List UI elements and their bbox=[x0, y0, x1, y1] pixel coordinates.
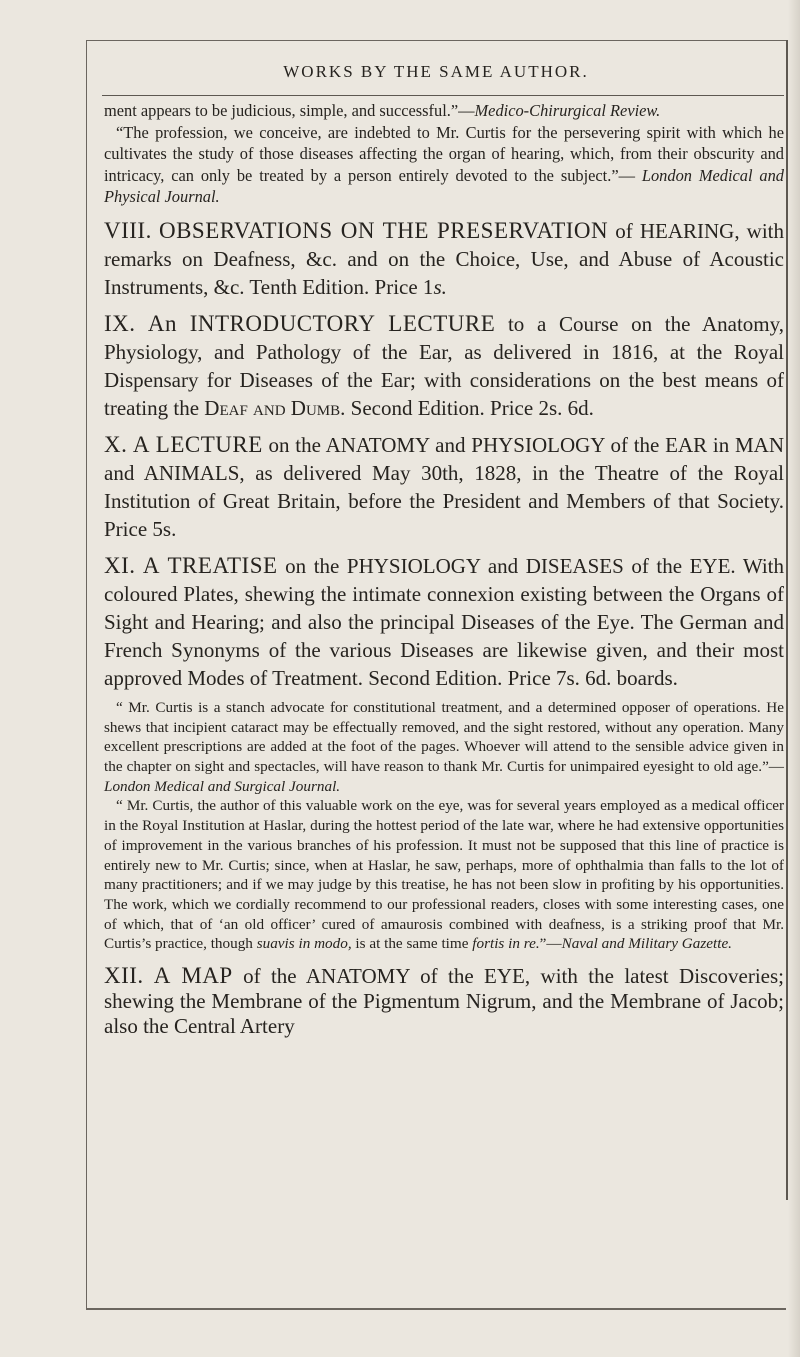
page-content bbox=[104, 100, 784, 1039]
entry-xi bbox=[104, 552, 784, 692]
entry-text: of HEARING, with remarks on Deafness, &c. and on the Choice, Use, and Abuse of Acoustic Instruments, &c. Tenth Edition. Price 1 bbox=[104, 218, 785, 299]
intro-quote bbox=[104, 100, 784, 208]
entry-title: TREATISE bbox=[167, 552, 278, 578]
intro-quote-source-2: London Medical and Physical Journal. bbox=[104, 165, 784, 207]
entry-smallcaps: Deaf and Dumb. bbox=[204, 395, 346, 420]
header-rule bbox=[102, 95, 784, 96]
review-italic-phrase-2: fortis in re. bbox=[472, 935, 540, 953]
review-quote bbox=[104, 796, 784, 954]
entry-number: XII. A bbox=[104, 963, 171, 989]
entry-number: VIII. bbox=[104, 217, 152, 243]
review-text: “ Mr. Curtis, the author of this valuable work on the eye, was for several years employed as a medical officer in the Royal Institution at Haslar, during the hottest period of the late war, where he had extensive opportunities of improvement in the various branches of his profession. It must not be supposed that this line of practice is entirely new to Mr. Curtis; since, when at Haslar, he saw, perhaps, more of ophthalmia than falls to the lot of many practitioners; and if we may judge by this treatise, he has not been slow in profiting by his opportunities. The work, which we cordially recommend to our professional readers, closes with some interesting cases, one of which, that of ‘an old officer’ cured of amaurosis combined with deafness, is a striking proof that Mr. Curtis’s practice, though bbox=[104, 797, 784, 953]
entry-title: OBSERVATIONS ON THE PRESERVATION bbox=[158, 217, 609, 243]
entry-text: on the ANATOMY and PHYSIOLOGY of the EAR in MAN and ANIMALS, as delivered May 30th, 1828, in the Theatre of the Royal Institution of Great Britain, before the President and Members of that Society. Price 5s. bbox=[104, 432, 785, 541]
review-quote bbox=[104, 698, 784, 797]
entry-title: MAP bbox=[181, 963, 233, 989]
entry-x bbox=[104, 431, 784, 543]
intro-quote-text: “The profession, we conceive, are indebted to Mr. Curtis for the persevering spirit with which he cultivates the study of those diseases affecting the organ of hearing, which, from their obscurity and intricacy, can only be treated by a person entirely devoted to the subject.”— bbox=[104, 122, 784, 185]
review-source: London Medical and Surgical Journal. bbox=[104, 777, 341, 795]
entry-number: IX. An bbox=[104, 310, 178, 336]
entry-tail: Second Edition. Price 2s. 6d. bbox=[345, 395, 594, 420]
running-head: WORKS BY THE SAME AUTHOR. bbox=[283, 62, 589, 81]
bottom-border-rule bbox=[86, 1308, 786, 1310]
intro-quote-source: Medico-Chirurgical Review. bbox=[474, 101, 661, 120]
entry-viii bbox=[104, 217, 784, 301]
entry-number: XI. A bbox=[104, 552, 160, 578]
entry-title: LECTURE bbox=[155, 431, 263, 457]
entry-ix bbox=[104, 310, 784, 422]
reviews bbox=[104, 698, 784, 954]
entry-number: X. A bbox=[104, 431, 150, 457]
review-text: “ Mr. Curtis is a stanch advocate for constitutional treatment, and a determined opposer of operations. He shews that incipient cataract may be effectually removed, and the sight restored, without any operation. Many excellent prescriptions are added at the foot of the pages. Whoever will attend to the sensible advice given in the chapter on sight and spectacles, will have reason to thank Mr. Curtis for unimpaired eyesight to old age.”— bbox=[104, 698, 784, 776]
review-source: Naval and Military Gazette. bbox=[561, 935, 732, 953]
entry-text: of the ANATOMY of the EYE, with the latest Discoveries; shewing the Membrane of the Pigmentum Nigrum, and the Membrane of Jacob; also the Central Artery bbox=[104, 964, 784, 1039]
entry-text: on the PHYSIOLOGY and DISEASES of the EYE. With coloured Plates, shewing the intimate connexion existing between the Organs of Sight and Hearing; and also the principal Diseases of the Eye. The German and French Synonyms of the various Diseases are likewise given, and their most approved Modes of Treatment. Second Edition. Price 7s. 6d. boards. bbox=[104, 553, 784, 690]
review-italic-phrase: suavis in modo, bbox=[256, 935, 352, 953]
entry-price-unit: s. bbox=[433, 274, 447, 299]
page-edge-shadow bbox=[788, 0, 800, 1357]
intro-quote-paragraph bbox=[104, 122, 784, 208]
entry-text: to a Course on the Anatomy, Physiology, and Pathology of the Ear, as delivered in 1816, at the Royal Dispensary for Diseases of the Ear; with considerations on the best means of treating the bbox=[104, 311, 784, 420]
review-text-2: is at the same time bbox=[351, 935, 473, 953]
entry-xii bbox=[104, 963, 784, 1039]
entry-title: INTRODUCTORY LECTURE bbox=[189, 310, 496, 336]
intro-quote-line: ment appears to be judicious, simple, and successful.”— bbox=[104, 101, 475, 120]
review-text-3: ”— bbox=[539, 935, 562, 953]
